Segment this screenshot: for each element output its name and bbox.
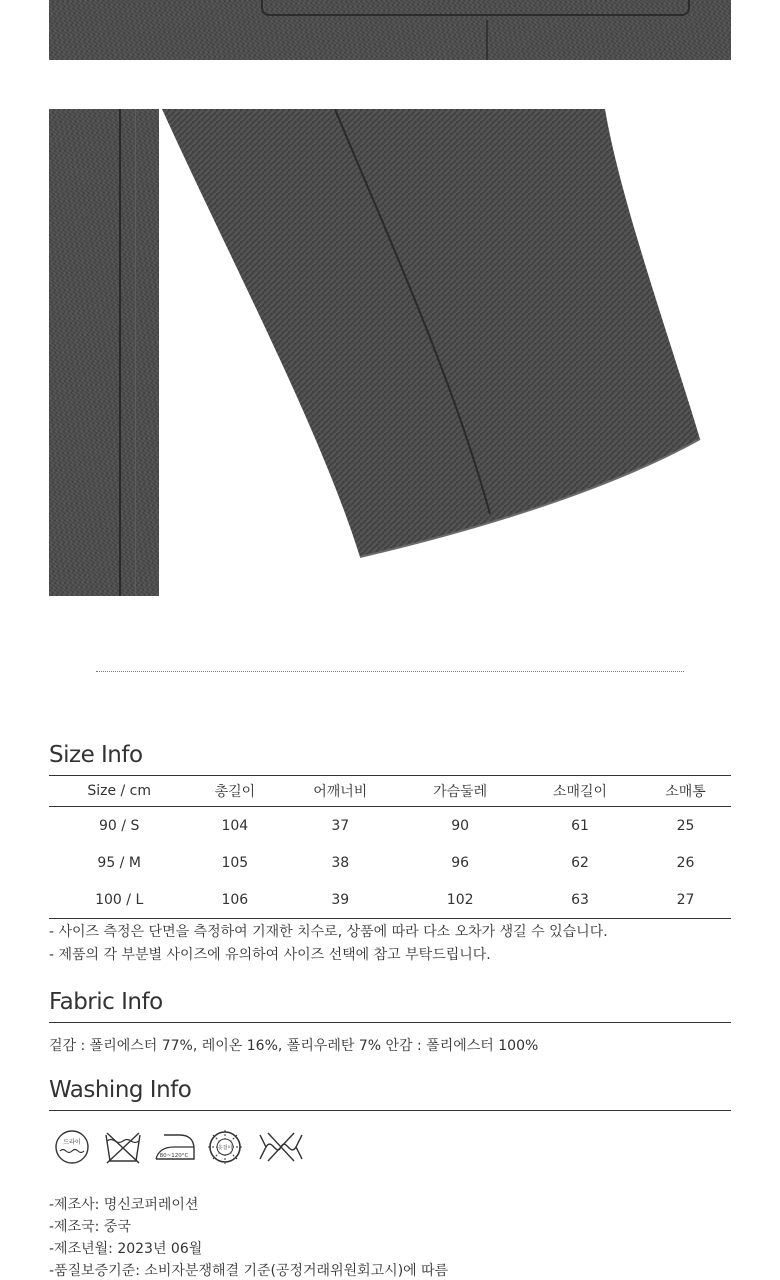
warranty-info: -품질보증기준: 소비자분쟁해결 기준(공정거래위원회고시)에 따름 xyxy=(49,1263,449,1279)
iron-temp-label: 80~120°C xyxy=(159,1153,189,1159)
washing-info-rule xyxy=(49,1110,731,1111)
table-cell: 62 xyxy=(571,854,589,871)
fabric-info-title: Fabric Info xyxy=(49,989,163,1015)
table-cell: 104 xyxy=(221,817,249,834)
product-photo-body-edge xyxy=(49,109,159,596)
dry-clean-icon xyxy=(50,1127,94,1167)
header-total-length: 총길이 xyxy=(189,776,280,807)
dry-clean-label: 드라이 xyxy=(63,1139,81,1146)
table-cell: 63 xyxy=(520,881,640,919)
washing-info-title: Washing Info xyxy=(49,1077,192,1103)
header-chest: 가슴둘레 xyxy=(400,776,520,807)
iron-icon xyxy=(152,1127,198,1167)
table-cell: 90 xyxy=(451,817,470,834)
header-sleeve-width: 소매통 xyxy=(640,776,731,807)
table-cell: 38 xyxy=(331,854,350,871)
size-info-title: Size Info xyxy=(49,742,143,768)
pocket-flap xyxy=(261,0,690,16)
no-wring-icon xyxy=(256,1127,306,1167)
no-bleach-icon xyxy=(203,1127,247,1167)
table-cell: 90 / S xyxy=(99,817,140,834)
hanger-label: 옷걸이 xyxy=(217,1145,233,1151)
size-note: - 제품의 각 부분별 사이즈에 유의하여 사이즈 선택에 참고 부탁드립니다. xyxy=(49,947,491,963)
size-note: - 사이즈 측정은 단면을 측정하여 기재한 치수로, 상품에 따라 다소 오차가 생길 수 있습니다. xyxy=(49,924,608,940)
table-cell: 26 xyxy=(676,854,695,871)
table-cell: 100 / L xyxy=(49,881,189,919)
table-cell: 95 / M xyxy=(97,854,141,871)
size-table-header xyxy=(49,776,731,807)
product-photo-sleeve xyxy=(150,109,710,569)
front-edge-line xyxy=(119,109,121,596)
table-cell: 106 xyxy=(189,881,280,919)
table-cell: 39 xyxy=(280,881,400,919)
fabric-info-rule xyxy=(49,1022,731,1023)
table-row xyxy=(49,807,731,845)
fabric-composition: 겉감 : 폴리에스터 77%, 레이온 16%, 폴리우레탄 7% 안감 : 폴리에스터 100% xyxy=(49,1038,539,1054)
header-shoulder: 어깨너비 xyxy=(280,776,400,807)
no-wash-icon xyxy=(101,1127,145,1167)
table-cell: 37 xyxy=(331,817,350,834)
table-cell: 61 xyxy=(571,817,589,834)
seam-line xyxy=(486,20,488,60)
product-photo-top xyxy=(49,0,731,60)
table-cell: 25 xyxy=(676,817,695,834)
section-divider xyxy=(96,671,684,672)
sleeve-shape xyxy=(162,109,700,557)
table-cell: 96 xyxy=(451,854,470,871)
maker-info: -제조사: 명신코퍼레이션 xyxy=(49,1197,199,1213)
date-info: -제조년월: 2023년 06월 xyxy=(49,1241,203,1257)
size-table xyxy=(49,775,731,919)
table-cell: 27 xyxy=(640,881,731,919)
table-cell: 102 xyxy=(400,881,520,919)
stitch-line xyxy=(135,109,136,596)
table-row xyxy=(49,881,731,919)
header-size: Size / cm xyxy=(49,776,189,807)
table-cell: 105 xyxy=(221,854,249,871)
table-row xyxy=(49,844,731,881)
header-sleeve-length: 소매길이 xyxy=(520,776,640,807)
country-info: -제조국: 중국 xyxy=(49,1219,131,1235)
